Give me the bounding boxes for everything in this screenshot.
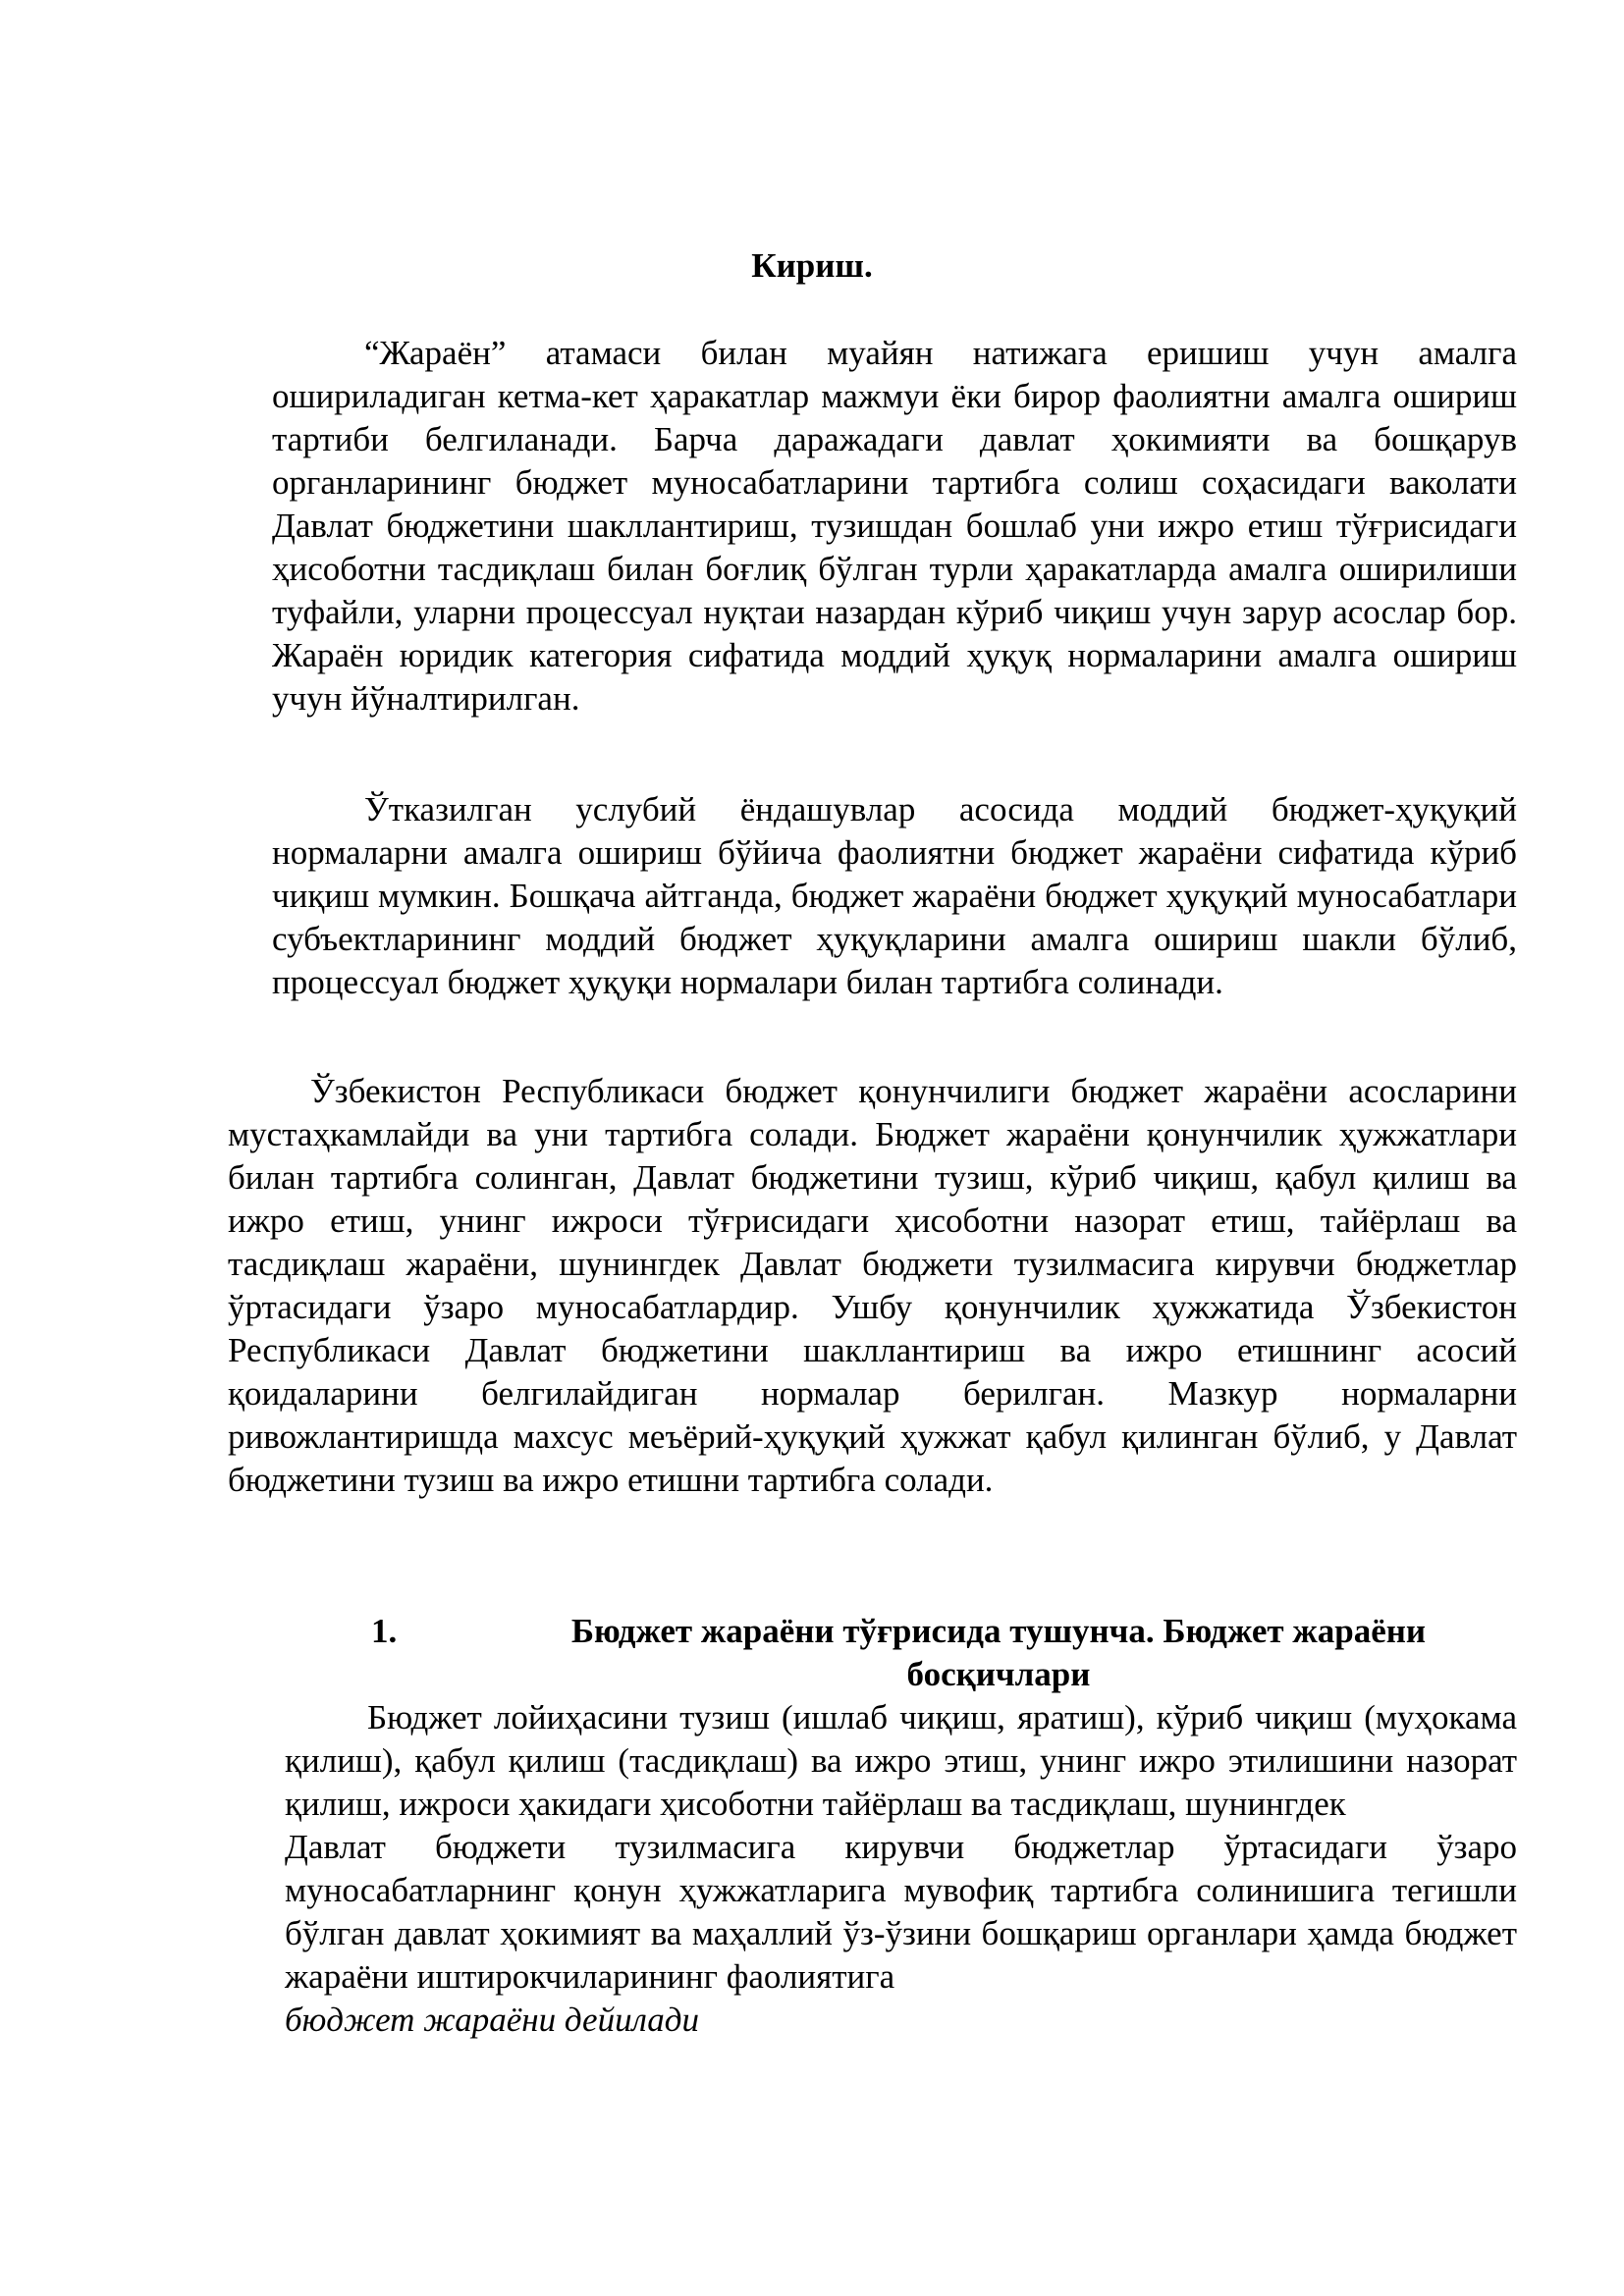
italic-term: бюджет жараёни дейилади (285, 2001, 699, 2039)
paragraph-1: “Жараён” атамаси билан муайян натижага еришиш учун амалга ошириладиган кетма-кет ҳаракатлар мажмуи ёки бирор фаолиятни амалга ошириш тартиби белгиланади. Барча даражадаги давлат ҳокимияти ва бошқарув органларининг бюджет муносабатларини тартибга солиш соҳасидаги ваколати Давлат бюджетини шакллантириш, тузишдан бошлаб уни ижро етиш тўғрисидаги ҳисоботни тасдиқлаш билан боғлиқ бўлган турли ҳаракатларда амалга оширилиши туфайли, уларни процессуал нуқтаи назардан кўриб чиқиш учун зарур асослар бор. Жараён юридик категория сифатида моддий ҳуқуқ нормаларини амалга ошириш учун йўналтирилган. (272, 334, 1517, 718)
section-heading-text: Бюджет жараёни тўғрисида тушунча. Бюджет жараёни босқичлари (570, 1612, 1427, 1693)
paragraph-2: Ўтказилган услубий ёндашувлар асосида моддий бюджет-ҳуқуқий нормаларни амалга ошириш бўйича фаолиятни бюджет жараёни сифатида кўриб чиқиш мумкин. Бошқача айтганда, бюджет жараёни бюджет ҳуқуқий муносабатлари субъектларининг моддий бюджет ҳуқуқларини амалга ошириш шакли бўлиб, процессуал бюджет ҳуқуқи нормалари билан тартибга солинади. (272, 790, 1517, 1001)
paragraph-3: Ўзбекистон Республикаси бюджет қонунчилиги бюджет жараёни асосларини мустаҳкамлайди ва уни тартибга солади. Бюджет жараёни қонунчилик ҳужжатлари билан тартибга солинган, Давлат бюджетини тузиш, кўриб чиқиш, қабул қилиш ва ижро етиш, унинг ижроси тўғрисидаги ҳисоботни назорат етиш, тайёрлаш ва тасдиқлаш жараёни, шунингдек Давлат бюджети тузилмасига кирувчи бюджетлар ўртасидаги ўзаро муносабатлардир. Ушбу қонунчилик ҳужжатида Ўзбекистон Республикаси Давлат бюджетини шакллантириш ва ижро етишнинг асосий қоидаларини белгилайдиган нормалар берилган. Мазкур нормаларни ривожлантиришда махсус меъёрий-ҳуқуқий ҳужжат қабул қилинган бўлиб, у Давлат бюджетини тузиш ва ижро етишни тартибга солади. (228, 1072, 1517, 1499)
section-heading (371, 1610, 1510, 1696)
page-title: Кириш. (751, 246, 873, 285)
section-paragraph (285, 1696, 1517, 2042)
section-paragraph-part-2: Давлат бюджети тузилмасига кирувчи бюджетлар ўртасидаги ўзаро муносабатларнинг қонун ҳужжатларига мувофиқ тартибга солинишига тегишли бўлган давлат ҳокимият ва маҳаллий ўз-ўзини бошқариш органлари ҳамда бюджет жараёни иштирокчиларининг фаолиятига (285, 1828, 1517, 1996)
section-number: 1. (371, 1612, 398, 1650)
section-paragraph-part-1: Бюджет лойиҳасини тузиш (ишлаб чиқиш, яратиш), кўриб чиқиш (муҳокама қилиш), қабул қилиш (тасдиқлаш) ва ижро этиш, унинг ижро этилишини назорат қилиш, ижроси ҳакидаги ҳисоботни тайёрлаш ва тасдиқлаш, шунингдек (285, 1698, 1517, 1823)
